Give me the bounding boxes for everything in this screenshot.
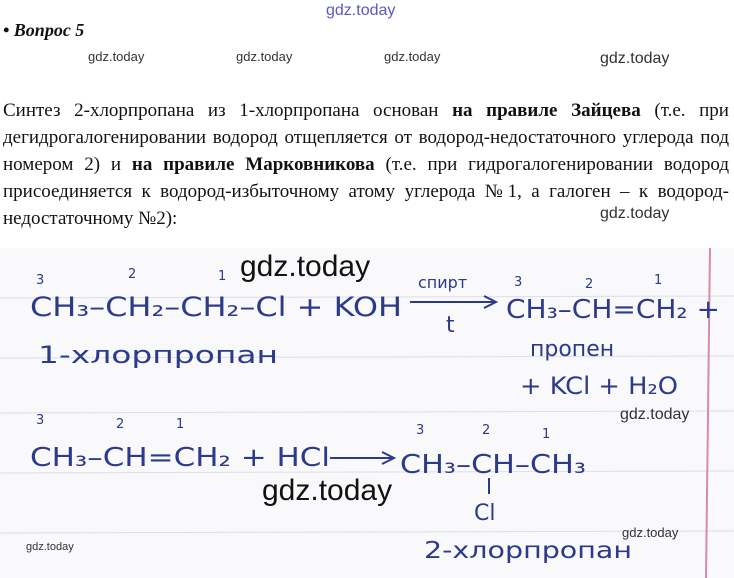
byproducts: + KCl + H₂O [520, 372, 678, 400]
watermark-top: gdz.today [326, 2, 396, 19]
watermark: gdz.today [384, 49, 441, 64]
carbon-number: 2 [116, 417, 125, 432]
carbon-number: 3 [36, 273, 45, 288]
watermark-large: gdz.today [262, 474, 393, 507]
zaitsev-rule: на правиле Зайцева [452, 100, 641, 121]
equation2-left: CH₃–CH=CH₂ + HCl [30, 443, 330, 473]
watermark: gdz.today [26, 541, 74, 553]
watermark: gdz.today [236, 49, 293, 64]
reactant-name: 1-хлорпропан [38, 341, 278, 369]
chlorine-substituent: Cl [474, 501, 496, 526]
condition-heat: t [446, 313, 455, 338]
paragraph-text: Синтез 2-хлорпропана из 1-хлорпропана основан [3, 100, 453, 121]
watermark: gdz.today [622, 525, 679, 540]
carbon-number: 1 [654, 273, 663, 288]
carbon-number: 1 [176, 417, 185, 432]
watermark: gdz.today [88, 49, 145, 64]
equation1-left: CH₃–CH₂–CH₂–Cl + KOH [30, 292, 403, 323]
paragraph-text: (т.е. при гидрогалогенировании водород присоединяется к водород-избыточному атому углерода №1, а галоген – к водород-недостаточному №2): [3, 154, 729, 229]
product-name: пропен [530, 337, 615, 362]
carbon-number: 1 [542, 427, 551, 442]
condition-solvent: спирт [418, 273, 468, 292]
paragraph-text: (т.е. при дегидрогалогенировании водород отщепляется от водород-недостаточного углерода под номером 2) и [3, 100, 729, 175]
question-heading: • Вопрос 5 [3, 20, 85, 40]
watermark-large: gdz.today [240, 250, 371, 283]
carbon-number: 2 [482, 423, 491, 438]
carbon-number: 1 [218, 269, 227, 284]
product2-name: 2-хлорпропан [424, 538, 632, 564]
carbon-number: 3 [36, 413, 45, 428]
equation1-product: CH₃–CH=CH₂ + [506, 295, 720, 325]
carbon-number: 3 [514, 275, 523, 290]
markovnikov-rule: на правиле Марковникова [131, 154, 375, 175]
carbon-number: 2 [585, 277, 594, 292]
carbon-number: 3 [416, 423, 425, 438]
carbon-number: 2 [128, 267, 137, 282]
watermark: gdz.today [620, 406, 690, 423]
equation2-product: CH₃–CH–CH₃ [400, 450, 586, 480]
watermark: gdz.today [600, 50, 670, 67]
watermark: gdz.today [600, 205, 670, 222]
